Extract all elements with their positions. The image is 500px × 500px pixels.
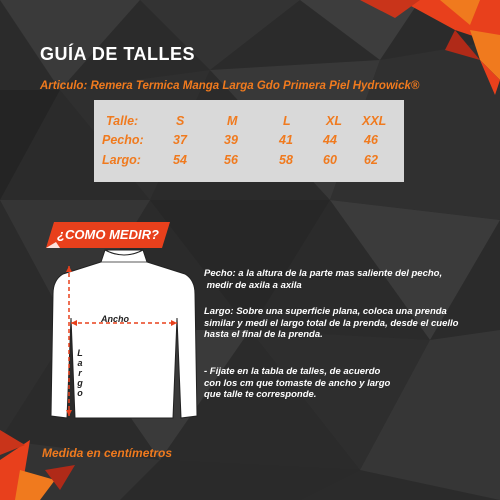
largo-letter: o bbox=[77, 388, 83, 398]
size-m: M bbox=[227, 114, 238, 128]
description-line: que talle te corresponde. bbox=[204, 389, 317, 400]
ancho-label: Ancho bbox=[101, 314, 129, 324]
row-label-pecho: Pecho: bbox=[102, 133, 144, 147]
pecho-m: 39 bbox=[224, 133, 238, 147]
pecho-description bbox=[204, 268, 442, 291]
size-table bbox=[94, 100, 404, 182]
largo-xxl: 62 bbox=[364, 153, 378, 167]
article-subtitle: Articulo: Remera Termica Manga Larga Gdo Primera Piel Hydrowick® bbox=[40, 80, 420, 92]
pecho-xxl: 46 bbox=[364, 133, 378, 147]
description-line: similar y medi el largo total de la prenda, desde el cuello bbox=[204, 317, 459, 329]
largo-letter: a bbox=[77, 358, 83, 368]
largo-l: 58 bbox=[279, 153, 293, 167]
largo-description bbox=[204, 306, 458, 341]
description-line: medir de axila a axila bbox=[204, 279, 302, 291]
description-line: Largo: Sobre una superficie plana, coloca una prenda bbox=[204, 306, 447, 317]
shirt-diagram bbox=[35, 248, 215, 438]
size-xxl: XXL bbox=[362, 114, 387, 128]
size-s: S bbox=[176, 114, 185, 128]
tip-description bbox=[204, 366, 390, 401]
description-line: con los cm que tomaste de ancho y largo bbox=[204, 377, 391, 389]
table-header-label: Talle: bbox=[106, 114, 139, 128]
badge-label: ¿COMO MEDIR? bbox=[57, 227, 159, 242]
page-title: GUÍA DE TALLES bbox=[40, 44, 195, 64]
pecho-s: 37 bbox=[173, 133, 187, 147]
size-xl: XL bbox=[326, 114, 342, 128]
pecho-l: 41 bbox=[279, 133, 293, 147]
largo-m: 56 bbox=[224, 153, 238, 167]
largo-letter: r bbox=[78, 368, 82, 378]
how-to-measure-badge bbox=[46, 222, 170, 248]
largo-letter: L bbox=[77, 348, 83, 358]
description-line: - Fijate en la tabla de talles, de acuerdo bbox=[204, 366, 381, 377]
size-l: L bbox=[283, 114, 291, 128]
description-line: Pecho: a la altura de la parte mas saliente del pecho, bbox=[204, 268, 443, 279]
largo-xl: 60 bbox=[323, 153, 337, 167]
row-label-largo: Largo: bbox=[102, 153, 141, 167]
largo-letter: g bbox=[77, 378, 83, 388]
long-sleeve-shirt-icon bbox=[35, 248, 215, 438]
largo-s: 54 bbox=[173, 153, 187, 167]
units-note: Medida en centímetros bbox=[42, 446, 173, 460]
pecho-xl: 44 bbox=[323, 133, 337, 147]
description-line: hasta el final de la prenda. bbox=[204, 329, 323, 340]
